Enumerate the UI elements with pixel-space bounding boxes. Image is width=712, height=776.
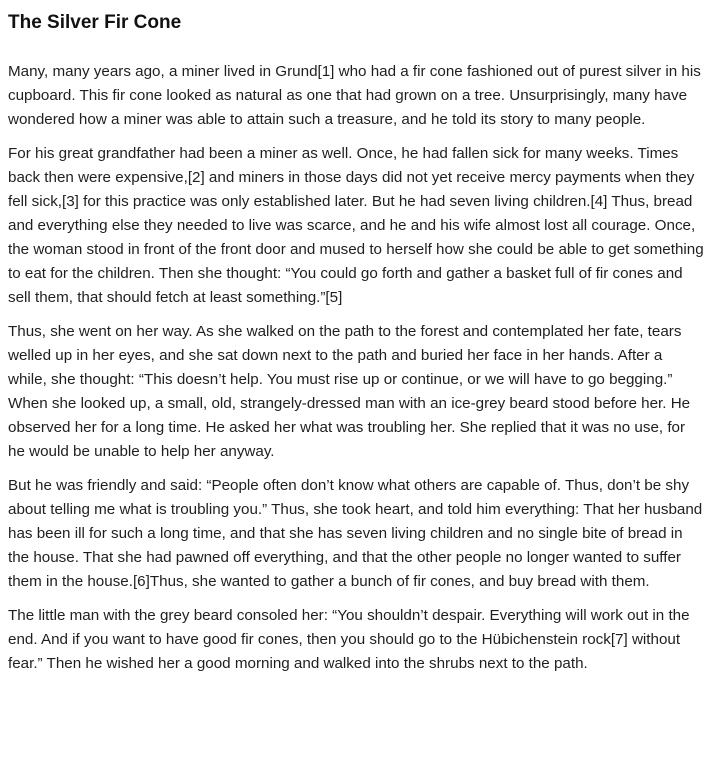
- paragraph: The little man with the grey beard consoled her: “You shouldn’t despair. Everything will work out in the end. And if you want to have good fir cones, then you should go to the Hübichenstein rock[7] without fear.” Then he wished her a good morning and walked into the shrubs next to the path.: [8, 607, 690, 672]
- article-title: The Silver Fir Cone: [8, 12, 182, 33]
- paragraph: But he was friendly and said: “People often don’t know what others are capable of. Thus, don’t be shy about telling me what is troubling you.” Thus, she took heart, and told him everything: That her husband has been ill for such a long time, and that she has seven living children and no single bite of bread in the house. That she had pawned off everything, and that the other people no longer wanted to suffer them in the house.[6]Thus, she wanted to gather a bunch of fir cones, and buy bread with them.: [8, 477, 703, 590]
- paragraph: Thus, she went on her way. As she walked on the path to the forest and contemplated her fate, tears welled up in her eyes, and she sat down next to the path and buried her face in her hands. After a while, she thought: “This doesn’t help. You must rise up or continue, or we will have to go begging.” When she looked up, a small, old, strangely-dressed man with an ice-grey beard stood before her. He observed her for a long time. He asked her what was troubling her. She replied that it was no use, for he would be unable to help her anyway.: [8, 323, 691, 460]
- paragraph: For his great grandfather had been a miner as well. Once, he had fallen sick for many weeks. Times back then were expensive,[2] and miners in those days did not yet receive mercy payments when they fell sick,[3] for this practice was only established later. But he had seven living children.[4] Thus, bread and everything else they needed to live was scarce, and he and his wife almost lost all courage. Once, the woman stood in front of the front door and mused to herself how she could be able to get something to eat for the children. Then she thought: “You could go forth and gather a basket full of fir cones and sell them, that should fetch at least something.”[5]: [8, 145, 704, 306]
- paragraph: Many, many years ago, a miner lived in Grund[1] who had a fir cone fashioned out of purest silver in his cupboard. This fir cone looked as natural as one that had grown on a tree. Unsurprisingly, many have wondered how a miner was able to attain such a treasure, and he told its story to many people.: [8, 63, 701, 128]
